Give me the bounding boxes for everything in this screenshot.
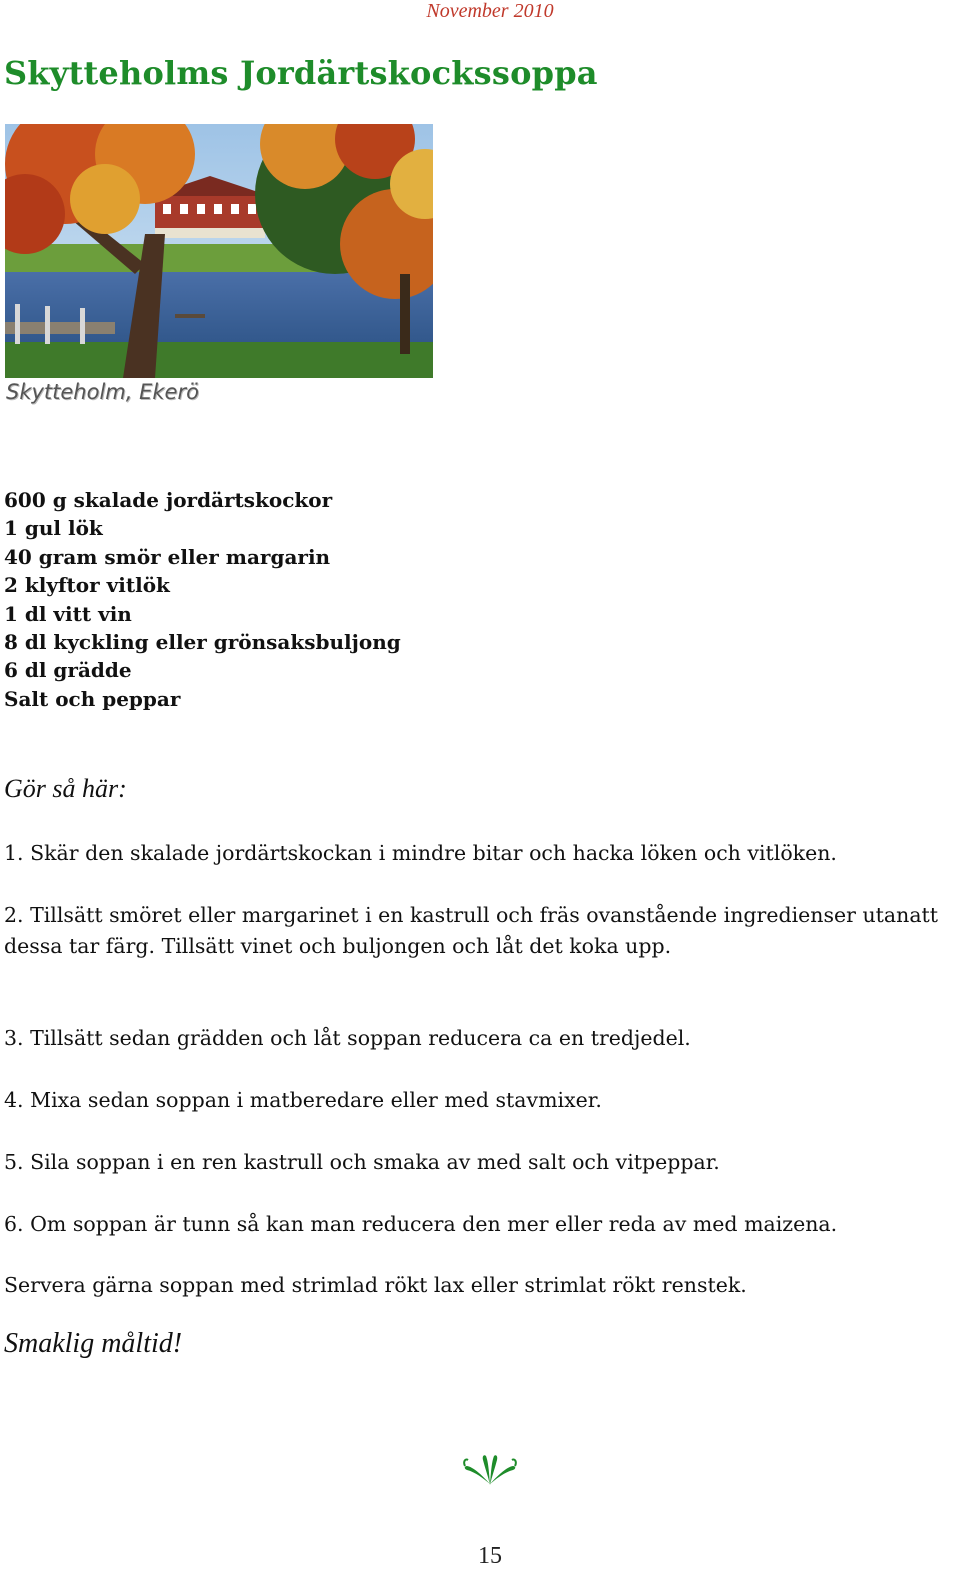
method-step: 4. Mixa sedan soppan i matberedare eller med stavmixer. bbox=[4, 1088, 602, 1112]
serving-tip: Servera gärna soppan med strimlad rökt lax eller strimlat rökt renstek. bbox=[4, 1273, 747, 1297]
ingredient-item: 8 dl kyckling eller grönsaksbuljong bbox=[4, 630, 401, 655]
recipe-title: Skytteholms Jordärtskockssoppa bbox=[4, 54, 598, 92]
page-number: 15 bbox=[478, 1543, 502, 1569]
ingredient-item: Salt och peppar bbox=[4, 686, 181, 711]
ingredient-item: 600 g skalade jordärtskockor bbox=[4, 488, 333, 512]
closing-line: Smaklig måltid! bbox=[4, 1328, 183, 1359]
photo-caption: Skytteholm, Ekerö bbox=[6, 380, 199, 404]
method-step: 3. Tillsätt sedan grädden och låt soppan reducera ca en tredjedel. bbox=[4, 1026, 691, 1050]
method-step: 6. Om soppan är tunn så kan man reducera den mer eller reda av med maizena. bbox=[4, 1212, 838, 1236]
method-step: 5. Sila soppan i en ren kastrull och smaka av med salt och vitpeppar. bbox=[4, 1150, 720, 1174]
ingredient-list bbox=[4, 486, 401, 713]
method-heading: Gör så här: bbox=[4, 774, 127, 803]
ingredient-item: 2 klyftor vitlök bbox=[4, 573, 170, 598]
recipe-photo bbox=[5, 124, 433, 378]
method-step: 1. Skär den skalade jordärtskockan i mindre bitar och hacka löken och vitlöken. bbox=[4, 841, 837, 865]
leaf-ornament-icon bbox=[463, 1452, 517, 1486]
ingredient-item: 6 dl grädde bbox=[4, 658, 132, 683]
ingredient-item: 1 gul lök bbox=[4, 516, 103, 541]
header-date: November 2010 bbox=[426, 0, 554, 22]
ingredient-item: 1 dl vitt vin bbox=[4, 601, 132, 626]
method-step: 2. Tillsätt smöret eller margarinet i en kastrull och fräs ovanstående ingredienser utanatt dessa tar färg. Tillsätt vinet och buljongen och låt det koka upp. bbox=[4, 903, 939, 958]
ingredient-item: 40 gram smör eller margarin bbox=[4, 544, 331, 569]
